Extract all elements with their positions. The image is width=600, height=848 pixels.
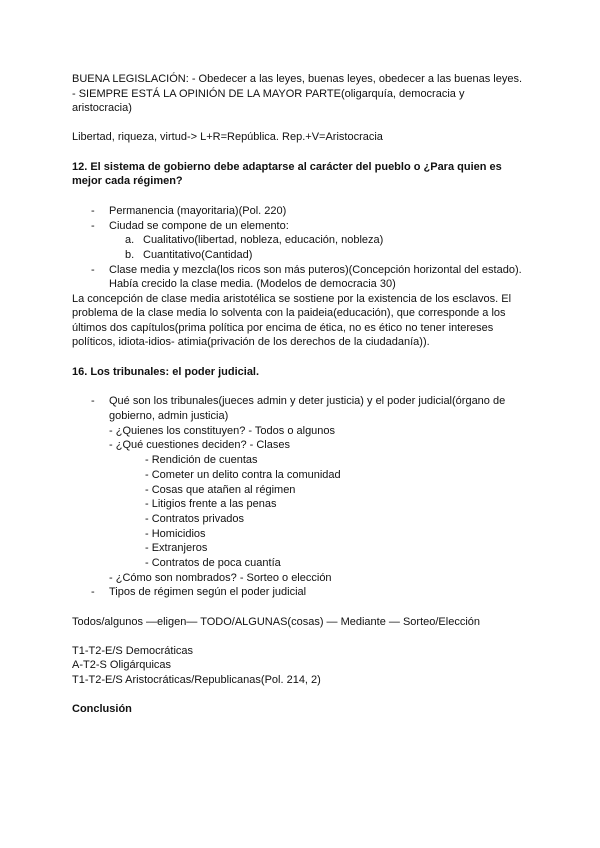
section-12-heading-line-1: 12. El sistema de gobierno debe adaptarse al carácter del pueblo o ¿Para quien es [72, 161, 502, 173]
bullet-dash: - [91, 220, 95, 232]
regime-type-democraticas: T1-T2-E/S Democráticas [72, 645, 194, 657]
clase-item: - Cosas que atañen al régimen [145, 484, 296, 496]
regime-type-oligarquicas: A-T2-S Oligárquicas [72, 659, 172, 671]
bullet-dash: - [91, 205, 95, 217]
bullet-clase-media-line-1: Clase media y mezcla(los ricos son más puteros)(Concepción horizontal del estado). [109, 264, 522, 276]
clase-item: - Homicidios [145, 528, 206, 540]
clase-item: - Rendición de cuentas [145, 454, 258, 466]
clase-item: - Cometer un delito contra la comunidad [145, 469, 341, 481]
question-cuestiones: - ¿Qué cuestiones deciden? - Clases [109, 439, 290, 451]
bullet-clase-media-line-2: Había crecido la clase media. (Modelos de democracia 30) [109, 278, 396, 290]
section-16-heading: 16. Los tribunales: el poder judicial. [72, 366, 260, 378]
regime-type-aristocraticas: T1-T2-E/S Aristocráticas/Republicanas(Pol. 214, 2) [72, 674, 321, 686]
clase-item: - Contratos privados [145, 513, 245, 525]
bullet-dash: - [91, 264, 95, 276]
question-nombrados: - ¿Cómo son nombrados? - Sorteo o elección [109, 572, 332, 584]
question-quienes: - ¿Quienes los constituyen? - Todos o algunos [109, 425, 336, 437]
paragraph-line: problema de la clase media lo solventa con la paideia(educación), que corresponde a los [72, 307, 506, 319]
bullet-dash: - [91, 395, 95, 407]
paragraph-line: últimos dos capítulos(prima política por encima de ética, no es ético no tener intereses [72, 322, 494, 334]
intro-line-2: - SIEMPRE ESTÁ LA OPINIÓN DE LA MAYOR PARTE(oligarquía, democracia y [72, 88, 465, 100]
intro-formula: Libertad, riqueza, virtud-> L+R=República. Rep.+V=Aristocracia [72, 131, 383, 143]
clase-item: - Extranjeros [145, 542, 208, 554]
sub-bullet-cualitativo: Cualitativo(libertad, nobleza, educación, nobleza) [143, 234, 384, 246]
summary-line: Todos/algunos —eligen— TODO/ALGUNAS(cosas) — Mediante — Sorteo/Elección [72, 616, 480, 628]
bullet-tipos-regimen: Tipos de régimen según el poder judicial [109, 586, 307, 598]
bullet-tribunales-line-2: gobierno, admin justicia) [109, 410, 229, 422]
sub-bullet-marker-a: a. [125, 234, 135, 246]
section-12-heading-line-2: mejor cada régimen? [72, 175, 183, 187]
intro-line-1: BUENA LEGISLACIÓN: - Obedecer a las leyes, buenas leyes, obedecer a las buenas leyes. [72, 73, 523, 85]
clase-item: - Contratos de poca cuantía [145, 557, 281, 569]
bullet-tribunales-line-1: Qué son los tribunales(jueces admin y deter justicia) y el poder judicial(órgano de [109, 395, 506, 407]
paragraph-line: La concepción de clase media aristotélica se sostiene por la existencia de los esclavos. El [72, 293, 512, 305]
conclusion-heading: Conclusión [72, 703, 132, 715]
sub-bullet-marker-b: b. [125, 249, 135, 261]
bullet-permanencia: Permanencia (mayoritaria)(Pol. 220) [109, 205, 287, 217]
intro-line-3: aristocracia) [72, 102, 132, 114]
clase-item: - Litigios frente a las penas [145, 498, 277, 510]
paragraph-line: políticos, idiota-idios- atimia(privación de los derechos de la ciudadanía)). [72, 336, 430, 348]
sub-bullet-cuantitativo: Cuantitativo(Cantidad) [143, 249, 253, 261]
bullet-dash: - [91, 586, 95, 598]
bullet-ciudad: Ciudad se compone de un elemento: [109, 220, 289, 232]
